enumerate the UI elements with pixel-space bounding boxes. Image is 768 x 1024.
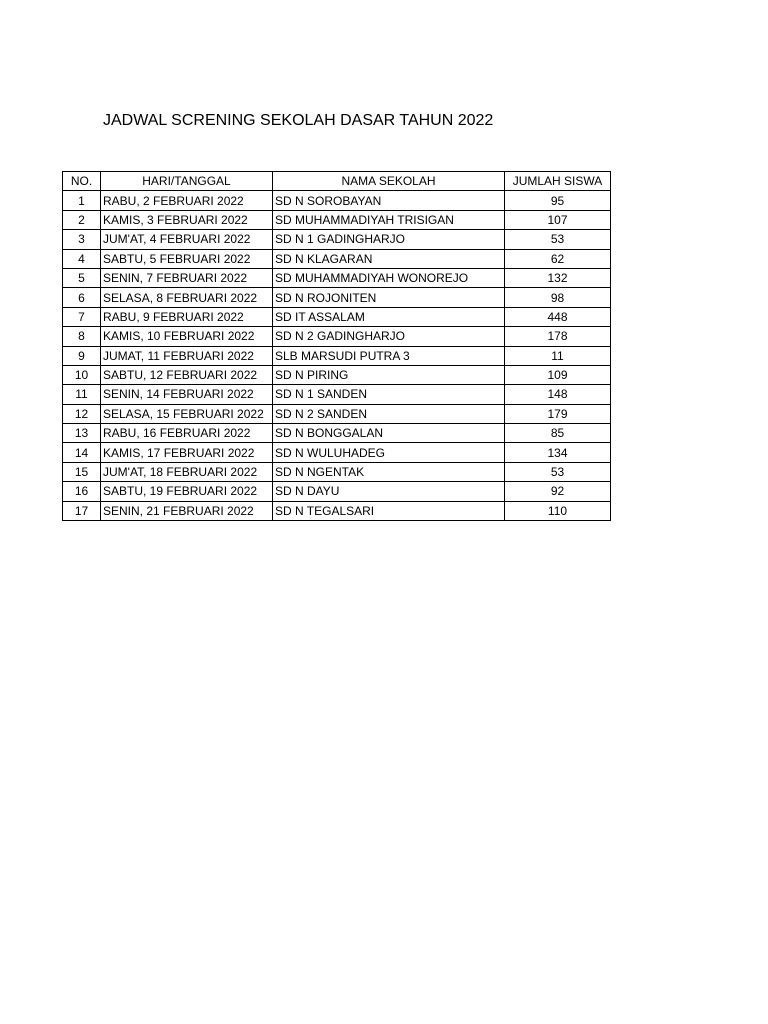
cell-count: 11: [505, 346, 611, 365]
table-row: [63, 307, 611, 326]
cell-no: 13: [63, 424, 101, 443]
table-row: [63, 424, 611, 443]
cell-count: 62: [505, 249, 611, 268]
table-row: [63, 385, 611, 404]
table-row: [63, 346, 611, 365]
cell-count: 85: [505, 424, 611, 443]
cell-school: SLB MARSUDI PUTRA 3: [273, 346, 505, 365]
cell-day: SENIN, 21 FEBRUARI 2022: [101, 501, 273, 520]
cell-count: 448: [505, 307, 611, 326]
table-row: [63, 249, 611, 268]
cell-school: SD N 1 SANDEN: [273, 385, 505, 404]
table-row: [63, 210, 611, 229]
header-school: NAMA SEKOLAH: [273, 172, 505, 191]
cell-day: RABU, 9 FEBRUARI 2022: [101, 307, 273, 326]
cell-school: SD N KLAGARAN: [273, 249, 505, 268]
table-row: [63, 191, 611, 210]
cell-school: SD N DAYU: [273, 482, 505, 501]
table-row: [63, 365, 611, 384]
cell-day: JUMAT, 11 FEBRUARI 2022: [101, 346, 273, 365]
cell-school: SD N BONGGALAN: [273, 424, 505, 443]
cell-count: 132: [505, 268, 611, 287]
cell-count: 134: [505, 443, 611, 462]
table-header-row: [63, 172, 611, 191]
cell-school: SD N PIRING: [273, 365, 505, 384]
cell-school: SD N 1 GADINGHARJO: [273, 230, 505, 249]
cell-count: 95: [505, 191, 611, 210]
cell-count: 53: [505, 462, 611, 481]
cell-day: SABTU, 19 FEBRUARI 2022: [101, 482, 273, 501]
cell-no: 15: [63, 462, 101, 481]
cell-count: 109: [505, 365, 611, 384]
cell-day: SENIN, 14 FEBRUARI 2022: [101, 385, 273, 404]
cell-day: SABTU, 12 FEBRUARI 2022: [101, 365, 273, 384]
cell-school: SD N NGENTAK: [273, 462, 505, 481]
cell-count: 107: [505, 210, 611, 229]
header-count: JUMLAH SISWA: [505, 172, 611, 191]
cell-day: RABU, 2 FEBRUARI 2022: [101, 191, 273, 210]
cell-count: 178: [505, 327, 611, 346]
cell-no: 5: [63, 268, 101, 287]
cell-no: 12: [63, 404, 101, 423]
document-title: JADWAL SCRENING SEKOLAH DASAR TAHUN 2022: [103, 112, 494, 129]
cell-no: 14: [63, 443, 101, 462]
cell-day: RABU, 16 FEBRUARI 2022: [101, 424, 273, 443]
cell-count: 110: [505, 501, 611, 520]
cell-no: 6: [63, 288, 101, 307]
cell-school: SD N SOROBAYAN: [273, 191, 505, 210]
cell-no: 11: [63, 385, 101, 404]
cell-no: 17: [63, 501, 101, 520]
cell-count: 53: [505, 230, 611, 249]
cell-school: SD N 2 GADINGHARJO: [273, 327, 505, 346]
cell-no: 10: [63, 365, 101, 384]
cell-day: SELASA, 15 FEBRUARI 2022: [101, 404, 273, 423]
cell-no: 9: [63, 346, 101, 365]
cell-no: 7: [63, 307, 101, 326]
cell-school: SD N 2 SANDEN: [273, 404, 505, 423]
header-day: HARI/TANGGAL: [101, 172, 273, 191]
cell-school: SD IT ASSALAM: [273, 307, 505, 326]
header-no: NO.: [63, 172, 101, 191]
cell-day: KAMIS, 17 FEBRUARI 2022: [101, 443, 273, 462]
cell-no: 1: [63, 191, 101, 210]
cell-school: SD N TEGALSARI: [273, 501, 505, 520]
cell-count: 92: [505, 482, 611, 501]
table-row: [63, 462, 611, 481]
cell-no: 2: [63, 210, 101, 229]
cell-no: 8: [63, 327, 101, 346]
cell-count: 148: [505, 385, 611, 404]
table-row: [63, 288, 611, 307]
cell-day: SABTU, 5 FEBRUARI 2022: [101, 249, 273, 268]
cell-school: SD MUHAMMADIYAH TRISIGAN: [273, 210, 505, 229]
table-row: [63, 268, 611, 287]
cell-no: 16: [63, 482, 101, 501]
table-row: [63, 443, 611, 462]
table-row: [63, 230, 611, 249]
cell-day: JUM'AT, 4 FEBRUARI 2022: [101, 230, 273, 249]
table-row: [63, 404, 611, 423]
cell-day: JUM'AT, 18 FEBRUARI 2022: [101, 462, 273, 481]
cell-school: SD N ROJONITEN: [273, 288, 505, 307]
table-row: [63, 501, 611, 520]
cell-count: 179: [505, 404, 611, 423]
cell-school: SD MUHAMMADIYAH WONOREJO: [273, 268, 505, 287]
cell-day: KAMIS, 3 FEBRUARI 2022: [101, 210, 273, 229]
schedule-table: [62, 171, 611, 521]
table-body: [63, 191, 611, 521]
cell-day: SENIN, 7 FEBRUARI 2022: [101, 268, 273, 287]
table-row: [63, 482, 611, 501]
cell-day: SELASA, 8 FEBRUARI 2022: [101, 288, 273, 307]
cell-no: 3: [63, 230, 101, 249]
cell-no: 4: [63, 249, 101, 268]
table-row: [63, 327, 611, 346]
cell-count: 98: [505, 288, 611, 307]
cell-day: KAMIS, 10 FEBRUARI 2022: [101, 327, 273, 346]
cell-school: SD N WULUHADEG: [273, 443, 505, 462]
